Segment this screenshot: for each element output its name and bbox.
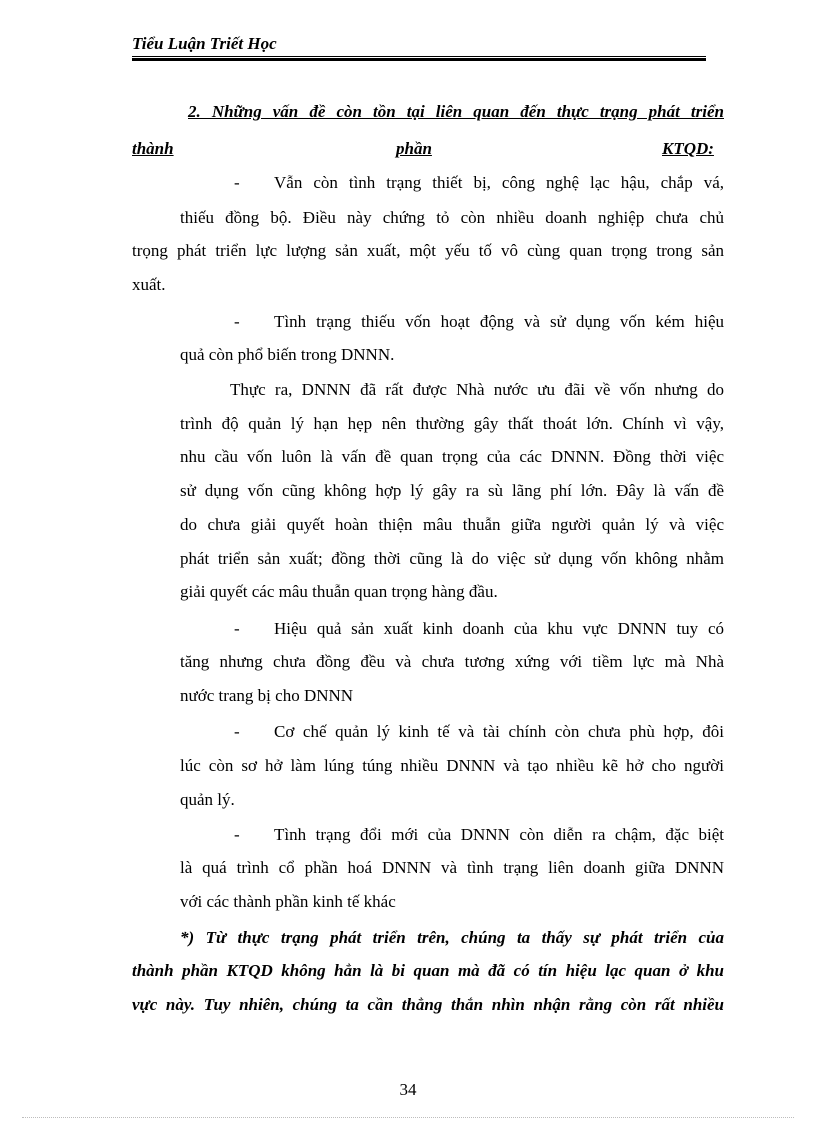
bullet-dash: - — [234, 312, 240, 331]
text-line: phát triển sản xuất; đồng thời cũng là do việc sử dụng vốn không nhằm — [180, 549, 724, 568]
text-line: nước trang bị cho DNNN — [180, 686, 354, 705]
text-line: tăng nhưng chưa đồng đều và chưa tương xứng với tiềm lực mà Nhà — [180, 652, 724, 671]
heading-word: thành — [132, 139, 174, 158]
text-line: thành phần KTQD không hẳn là bi quan mà đã có tín hiệu lạc quan ở khu — [132, 961, 724, 980]
text-line: trọng phát triển lực lượng sản xuất, một yếu tố vô cùng quan trọng trong sản — [132, 241, 724, 260]
bullet-dash: - — [234, 825, 240, 844]
header-rule-thin — [132, 56, 706, 57]
text-line: là quá trình cổ phần hoá DNNN và tình trạng liên doanh giữa DNNN — [180, 858, 724, 877]
text-line: Cơ chế quản lý kinh tế và tài chính còn chưa phù hợp, đôi — [274, 722, 724, 741]
section-heading-line-1: 2. Những vấn đề còn tồn tại liên quan đến thực trạng phát triển — [188, 102, 724, 121]
text-line: Hiệu quả sản xuất kinh doanh của khu vực DNNN tuy có — [274, 619, 724, 638]
bullet-dash: - — [234, 619, 240, 638]
text-line: do chưa giải quyết hoàn thiện mâu thuẫn giữa người quản lý và việc — [180, 515, 724, 534]
text-line: quản lý. — [180, 790, 235, 809]
page-number: 34 — [399, 1080, 417, 1099]
text-line: Vẫn còn tình trạng thiết bị, công nghệ lạc hậu, chắp vá, — [274, 173, 724, 192]
text-line: *) Từ thực trạng phát triển trên, chúng ta thấy sự phát triển của — [180, 928, 724, 947]
text-line: Thực ra, DNNN đã rất được Nhà nước ưu đãi về vốn nhưng do — [230, 380, 724, 399]
text-line: thiếu đồng bộ. Điều này chứng tỏ còn nhiều doanh nghiệp chưa chủ — [180, 208, 724, 227]
text-line: sử dụng vốn cũng không hợp lý gây ra sù lãng phí lớn. Đây là vấn đề — [180, 481, 724, 500]
page-bottom-border — [22, 1117, 794, 1118]
text-line: nhu cầu vốn luôn là vấn đề quan trọng của các DNNN. Đồng thời việc — [180, 447, 724, 466]
bullet-dash: - — [234, 173, 240, 192]
document-header-title: Tiểu Luận Triết Học — [132, 34, 277, 53]
text-line: với các thành phần kinh tế khác — [180, 892, 396, 911]
text-line: lúc còn sơ hở làm lúng túng nhiều DNNN và tạo nhiều kẽ hở cho người — [180, 756, 724, 775]
heading-word: KTQD: — [662, 139, 714, 158]
text-line: Tình trạng thiếu vốn hoạt động và sử dụng vốn kém hiệu — [274, 312, 724, 331]
text-line: Tình trạng đổi mới của DNNN còn diễn ra chậm, đặc biệt — [274, 825, 724, 844]
text-line: giải quyết các mâu thuẫn quan trọng hàng đầu. — [180, 582, 498, 601]
text-line: trình độ quản lý hạn hẹp nên thường gây thất thoát lớn. Chính vì vậy, — [180, 414, 724, 433]
text-line: quả còn phổ biến trong DNNN. — [180, 345, 395, 364]
text-line: xuất. — [132, 275, 166, 294]
bullet-dash: - — [234, 722, 240, 741]
header-rule-thick — [132, 58, 706, 61]
heading-word: phần — [396, 139, 432, 158]
text-line: vực này. Tuy nhiên, chúng ta cần thẳng thắn nhìn nhận rằng còn rất nhiều — [132, 995, 724, 1014]
